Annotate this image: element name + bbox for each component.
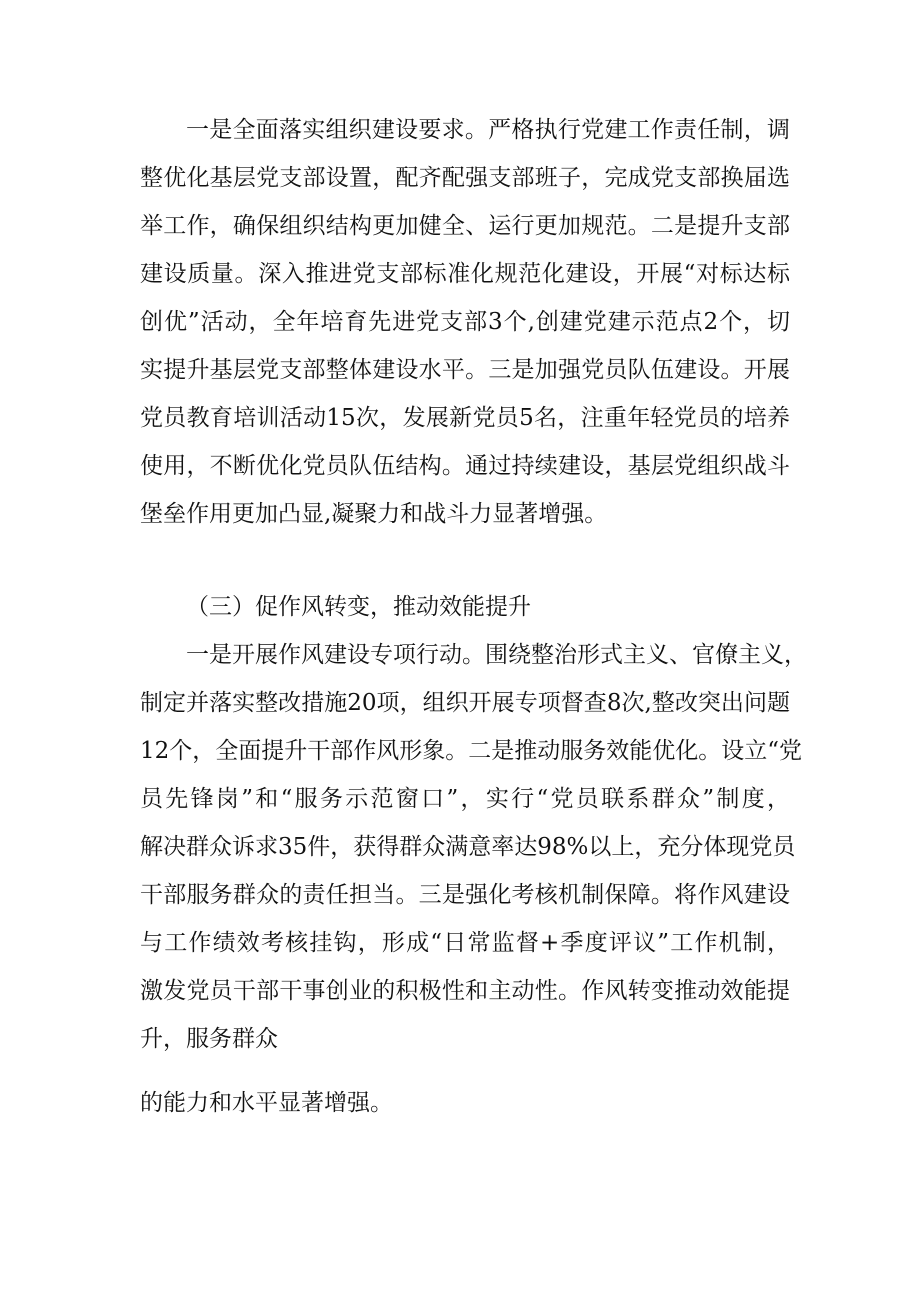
paragraph-1-line-7: 党员教育培训活动15次，发展新党员5名，注重年轻党员的培养 (140, 405, 790, 431)
paragraph-1-line-9: 堡垒作用更加凸显,凝聚力和战斗力显著增强。 (140, 501, 608, 527)
paragraph-1-line-4: 建设质量。深入推进党支部标准化规范化建设，开展“对标达标 (140, 261, 790, 287)
paragraph-2-line-9: 升，服务群众 (140, 1026, 278, 1052)
paragraph-2-line-5: 解决群众诉求35件，获得群众满意率达98%以上，充分体现党员 (140, 834, 796, 860)
paragraph-1-line-5: 创优”活动，全年培育先进党支部3个,创建党建示范点2个，切 (140, 309, 790, 335)
paragraph-1-line-1: 一是全面落实组织建设要求。严格执行党建工作责任制，调 (186, 117, 790, 143)
paragraph-2-line-4: 员先锋岗”和“服务示范窗口”，实行“党员联系群众”制度， (140, 786, 790, 812)
paragraph-1-line-3: 举工作，确保组织结构更加健全、运行更加规范。二是提升支部 (140, 213, 790, 239)
paragraph-2-line-6: 干部服务群众的责任担当。三是强化考核机制保障。将作风建设 (140, 882, 790, 908)
paragraph-2-line-8: 激发党员干部干事创业的积极性和主动性。作风转变推动效能提 (140, 978, 790, 1004)
paragraph-1-line-2: 整优化基层党支部设置，配齐配强支部班子，完成党支部换届选 (140, 165, 790, 191)
paragraph-2-line-7: 与工作绩效考核挂钩，形成“日常监督+季度评议”工作机制， (140, 930, 790, 956)
section-heading: （三）促作风转变，推动效能提升 (186, 594, 531, 620)
paragraph-1-line-8: 使用，不断优化党员队伍结构。通过持续建设，基层党组织战斗 (140, 453, 790, 479)
trailing-line: 的能力和水平显著增强。 (140, 1090, 393, 1116)
paragraph-2-line-2: 制定并落实整改措施20项，组织开展专项督查8次,整改突出问题 (140, 690, 790, 716)
paragraph-2-line-3: 12个，全面提升干部作风形象。二是推动服务效能优化。设立“党 (140, 738, 803, 764)
paragraph-1-line-6: 实提升基层党支部整体建设水平。三是加强党员队伍建设。开展 (140, 357, 790, 383)
paragraph-2-line-1: 一是开展作风建设专项行动。围绕整治形式主义、官僚主义， (186, 642, 807, 668)
